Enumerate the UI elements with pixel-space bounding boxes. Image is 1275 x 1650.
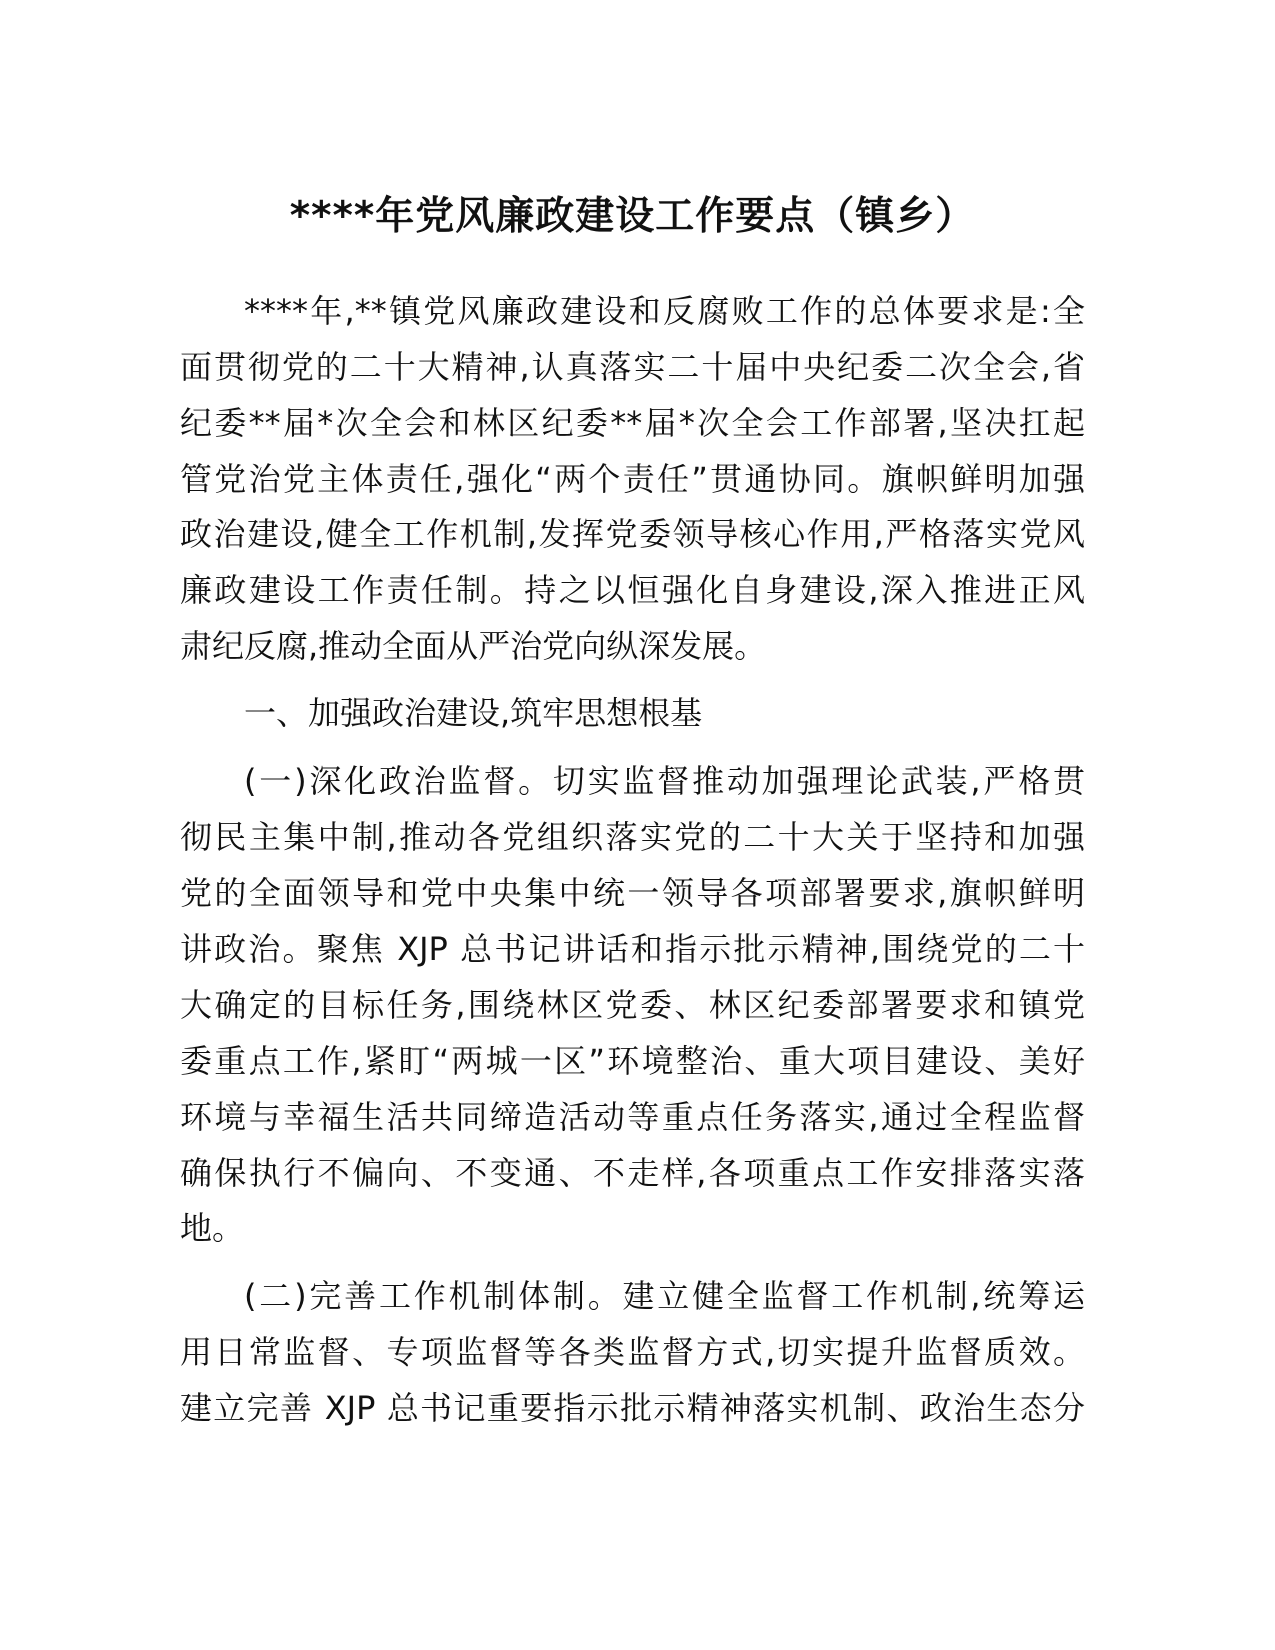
paragraph-line: 纪委**届*次全会和林区纪委**届*次全会工作部署,坚决扛起: [180, 404, 1085, 442]
paragraph-line: 廉政建设工作责任制。持之以恒强化自身建设,深入推进正风: [180, 571, 1085, 609]
paragraph-line: ****年,**镇党风廉政建设和反腐败工作的总体要求是:全: [244, 292, 1085, 330]
paragraph-line: 面贯彻党的二十大精神,认真落实二十届中央纪委二次全会,省: [180, 348, 1085, 386]
paragraph-line: 大确定的目标任务,围绕林区党委、林区纪委部署要求和镇党: [180, 986, 1085, 1024]
paragraph-line: 党的全面领导和党中央集中统一领导各项部署要求,旗帜鲜明: [180, 874, 1085, 912]
paragraph-line: 政治建设,健全工作机制,发挥党委领导核心作用,严格落实党风: [180, 515, 1085, 553]
paragraph-line: 彻民主集中制,推动各党组织落实党的二十大关于坚持和加强: [180, 818, 1085, 856]
paragraph-line: (一)深化政治监督。切实监督推动加强理论武装,严格贯: [244, 762, 1085, 800]
paragraph-line: 用日常监督、专项监督等各类监督方式,切实提升监督质效。: [180, 1333, 1085, 1371]
paragraph-line: 地。: [180, 1209, 245, 1247]
section-heading: 一、加强政治建设,筑牢思想根基: [244, 694, 703, 732]
paragraph-line: (二)完善工作机制体制。建立健全监督工作机制,统筹运: [244, 1277, 1085, 1315]
paragraph-line: 讲政治。聚焦 XJP 总书记讲话和指示批示精神,围绕党的二十: [180, 930, 1085, 968]
paragraph-line: 建立完善 XJP 总书记重要指示批示精神落实机制、政治生态分: [180, 1389, 1085, 1427]
paragraph-line: 确保执行不偏向、不变通、不走样,各项重点工作安排落实落: [180, 1154, 1085, 1192]
paragraph-line: 肃纪反腐,推动全面从严治党向纵深发展。: [180, 627, 767, 665]
paragraph-line: 环境与幸福生活共同缔造活动等重点任务落实,通过全程监督: [180, 1098, 1085, 1136]
document-title: ****年党风廉政建设工作要点（镇乡）: [289, 194, 976, 239]
paragraph-line: 委重点工作,紧盯“两城一区”环境整治、重大项目建设、美好: [180, 1042, 1085, 1080]
paragraph-line: 管党治党主体责任,强化“两个责任”贯通协同。旗帜鲜明加强: [180, 460, 1085, 498]
